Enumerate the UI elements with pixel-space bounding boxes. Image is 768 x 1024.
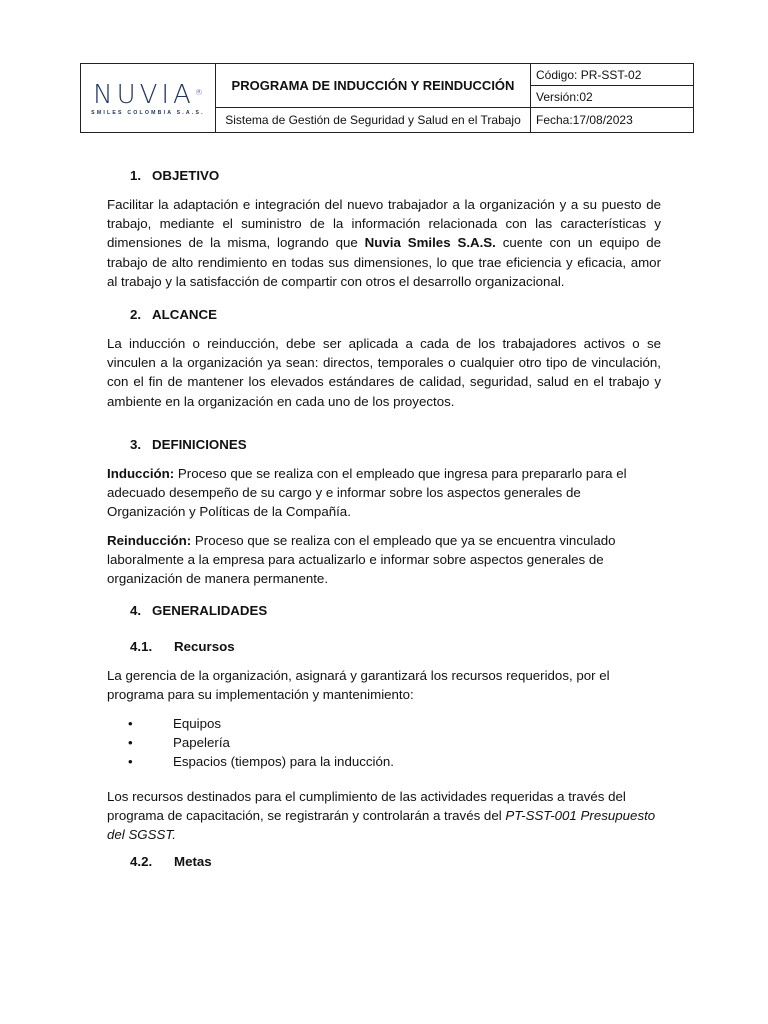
subsection-number: 4.1. xyxy=(130,639,153,654)
document-date: Fecha:17/08/2023 xyxy=(531,108,694,133)
section-number: 4. xyxy=(130,603,142,618)
logo-subtitle: SMILES COLOMBIA S.A.S. xyxy=(91,109,205,116)
section-number: 3. xyxy=(130,437,142,452)
nuvia-logo xyxy=(91,79,205,116)
bullet-icon: • xyxy=(128,716,133,731)
document-version: Versión:02 xyxy=(531,86,694,108)
section-4-1-heading xyxy=(130,639,235,654)
logo-cell xyxy=(81,64,216,133)
document-reference: PT-SST-001 Presupuesto del SGSST. xyxy=(107,808,656,843)
recursos-paragraph: La gerencia de la organización, asignará y garantizará los recursos requeridos, por el programa para su implementación y mantenimiento: xyxy=(107,668,610,703)
definition-term: Inducción: xyxy=(107,466,175,481)
section-4-2-heading xyxy=(130,854,212,869)
induccion-definition xyxy=(107,464,661,522)
logo-word: NUVIA xyxy=(93,79,195,110)
reinduccion-definition xyxy=(107,531,661,589)
company-name: Nuvia Smiles S.A.S. xyxy=(364,235,496,251)
list-item-text: Equipos xyxy=(173,716,222,731)
bullet-icon: • xyxy=(128,754,133,769)
subsection-title: Recursos xyxy=(174,639,235,654)
list-item xyxy=(128,733,394,752)
document-header xyxy=(80,63,694,133)
definition-text: Proceso que se realiza con el empleado que ingresa para prepararlo para el adecuado desempeño de su cargo y e informar sobre los aspectos generales de Organización y Políticas de la Compañía. xyxy=(107,466,627,520)
alcance-paragraph: La inducción o reinducción, debe ser aplicada a cada de los trabajadores activos o se vinculen a la organización ya sean: directos, temporales o cualquier otro tipo de vinculación, con el fin de mantener los elevados estándares de calidad, seguridad, salud en el trabajo y ambiente en la organización en cada uno de los proyectos. xyxy=(107,336,661,409)
list-item xyxy=(128,752,394,771)
text-run: Los recursos destinados para el cumplimiento de las actividades requeridas a través del programa de capacitación, se registrarán y controlarán a través del xyxy=(107,789,626,824)
section-1-heading xyxy=(130,168,219,183)
section-title: DEFINICIONES xyxy=(152,437,247,452)
section-number: 1. xyxy=(130,168,142,183)
definition-text: Proceso que se realiza con el empleado que ya se encuentra vinculado laboralmente a la empresa para actualizarlo e informar sobre aspectos generales de organización de manera permanente. xyxy=(107,533,616,587)
bullet-icon: • xyxy=(128,735,133,750)
definition-term: Reinducción: xyxy=(107,533,192,548)
subsection-number: 4.2. xyxy=(130,854,153,869)
section-4-heading xyxy=(130,603,267,618)
section-3-heading xyxy=(130,437,247,452)
document-title: PROGRAMA DE INDUCCIÓN Y REINDUCCIÓN xyxy=(216,64,531,108)
section-title: OBJETIVO xyxy=(152,168,220,183)
logo-registered-mark: ® xyxy=(194,87,203,97)
subsection-title: Metas xyxy=(174,854,212,869)
section-number: 2. xyxy=(130,307,142,322)
presupuesto-paragraph xyxy=(107,787,661,845)
document-subtitle: Sistema de Gestión de Seguridad y Salud en el Trabajo xyxy=(216,108,531,133)
list-item xyxy=(128,714,394,733)
section-title: ALCANCE xyxy=(152,307,218,322)
section-title: GENERALIDADES xyxy=(152,603,268,618)
section-2-heading xyxy=(130,307,217,322)
recursos-list xyxy=(128,714,394,771)
list-item-text: Espacios (tiempos) para la inducción. xyxy=(173,754,394,769)
document-code: Código: PR-SST-02 xyxy=(531,64,694,86)
text-run: Facilitar la adaptación e integración del nuevo trabajador a la organización y a su puesto de trabajo, mediante el suministro de la información relacionada con las características y dimensiones de la misma, logrando que xyxy=(107,197,661,251)
objetivo-paragraph xyxy=(107,195,661,291)
text-run: cuente con un equipo de trabajo de alto rendimiento en todas sus dimensiones, lo que trae eficiencia y eficacia, amor al trabajo y la satisfacción de compartir con otros el desarrollo organizacional. xyxy=(107,235,661,289)
list-item-text: Papelería xyxy=(173,735,230,750)
